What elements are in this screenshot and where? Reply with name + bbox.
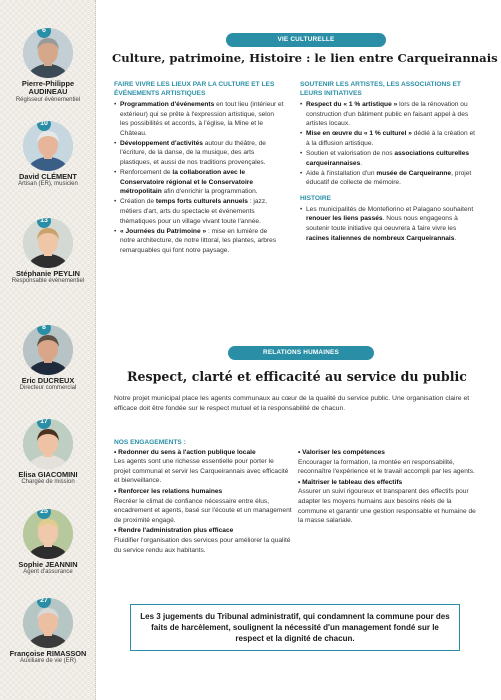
commitment-item	[298, 478, 480, 526]
commitments-heading: NOS ENGAGEMENTS :	[114, 439, 186, 446]
commitment-title: • Renforcer les relations humaines	[114, 487, 223, 495]
candidate-role: Auxiliaire de vie (ER)	[19, 658, 77, 665]
candidate-card	[0, 598, 96, 665]
candidates-sidebar	[0, 0, 96, 700]
candidate-role: Régisseur évènementiel	[15, 96, 81, 103]
culture-right-heading: SOUTENIR LES ARTISTES, LES ASSOCIATIONS ET LEURS INITIATIVES	[300, 81, 461, 97]
culture-list-item: • Soutien et valorisation de nos associations culturelles carqueirannaises.	[300, 149, 478, 168]
candidate-photo	[23, 218, 73, 268]
culture-right-column	[300, 80, 478, 244]
candidate-card	[0, 28, 96, 104]
culture-left-heading: FAIRE VIVRE LES LIEUX PAR LA CULTURE ET LES ÉVÉNEMENTS ARTISTIQUES	[114, 81, 275, 97]
candidate-photo	[23, 598, 73, 648]
culture-list-item: • Programmation d'événements en tout lieu (intérieur et extérieur) qui se prête à l'expression artistique, selon les possibilités et accords, à l'église, la Mine et le Château.	[114, 100, 284, 138]
commitment-text: Recréer le climat de confiance nécessaire entre élus, encadrement et agents, basé sur l'écoute et un management de proximité engagé.	[114, 497, 292, 524]
candidate-name: Françoise RIMASSON	[9, 649, 87, 658]
candidate-card	[0, 419, 96, 486]
commitment-text: Les agents sont une richesse essentielle pour porter le projet communal et servir les Carqueirannais avec efficacité et bienveillance.	[114, 458, 289, 485]
section-tag-culture: VIE CULTURELLE	[226, 33, 386, 47]
candidate-photo	[23, 28, 73, 78]
list-number-badge: 17	[37, 419, 51, 429]
commitment-title: • Valoriser les compétences	[298, 449, 385, 456]
list-number-badge: 25	[37, 509, 51, 519]
rh-title: Respect, clarté et efficacité au service du public	[127, 369, 467, 384]
culture-list-item: • Développement d'activités autour du théâtre, de l'écriture, de la danse, de la musique, des arts plastiques, et aussi de nos traditions provençales.	[114, 139, 284, 168]
commitment-item	[114, 487, 292, 525]
culture-list-item: • Aide à l'installation d'un musée de Carqueiranne, projet éducatif de collecte de mémoire.	[300, 169, 478, 188]
candidate-role: Directeur commercial	[19, 385, 77, 392]
candidate-role: Artisan (ER), musicien	[18, 181, 78, 188]
candidate-name: David CLÉMENT	[19, 172, 77, 181]
list-number-badge: 10	[37, 121, 51, 131]
history-item: • Les municipalités de Montefiorino et Palagano souhaitent renouer les liens passés. Nous nous engageons à soutenir toute initiative qui oeuvrera à faire vivre les racines italiennes de nombreux Carqueirannais.	[300, 205, 478, 243]
list-number-badge: 8	[37, 325, 51, 335]
candidate-name: Stéphanie PEYLIN	[15, 269, 81, 278]
culture-title: Culture, patrimoine, Histoire : le lien entre Carqueirannais	[112, 51, 498, 65]
commitment-text: Fluidifier l'organisation des services pour améliorer la qualité du service rendu aux habitants.	[114, 536, 291, 554]
tribunal-highlight-box: Les 3 jugements du Tribunal administratif, qui condamnent la commune pour des faits de harcèlement, soulignent la nécessité d'un management fondé sur le respect et la dignité de chacun.	[130, 604, 460, 651]
candidate-card	[0, 121, 96, 188]
commitment-item	[114, 448, 292, 486]
commitment-title: • Maîtriser le tableau des effectifs	[298, 478, 403, 486]
rh-right-column	[298, 448, 480, 527]
candidate-photo	[23, 121, 73, 171]
culture-list-item: • Création de temps forts culturels annuels : jazz, métiers d'art, arts du spectacle et événements thématiques pour un village vivant toute l'année.	[114, 197, 284, 226]
candidate-role: Responsable évènementiel	[11, 278, 85, 285]
commitment-text: Assurer un suivi rigoureux et transparent des effectifs pour adapter les moyens humains aux besoins réels de la commune et garantir une gestion responsable et humaine de la masse salariale.	[298, 488, 476, 525]
candidate-photo	[23, 509, 73, 559]
culture-list-item: • « Journées du Patrimoine » : mise en lumière de notre architecture, de notre littoral, les plantes, arbres remarquables qui font notre paysage.	[114, 227, 284, 256]
rh-intro: Notre projet municipal place les agents communaux au cœur de la qualité du service public. Une organisation claire et efficace doit être fondée sur le respect mutuel et la responsabilité de chacun.	[114, 395, 470, 412]
list-number-badge: 13	[37, 218, 51, 228]
commitment-title: • Rendre l'administration plus efficace	[114, 527, 234, 535]
candidate-photo	[23, 419, 73, 469]
candidate-card	[0, 325, 96, 392]
candidate-name: Elisa GIACOMINI	[18, 470, 78, 479]
commitment-item	[114, 526, 292, 555]
culture-left-column	[114, 80, 284, 256]
list-number-badge: 6	[37, 28, 51, 38]
candidate-role: Agent d'assurance	[23, 569, 73, 576]
candidate-role: Chargée de mission	[21, 479, 75, 486]
candidate-name: Sophie JEANNIN	[18, 560, 78, 569]
commitment-item	[298, 448, 480, 477]
candidate-photo	[23, 325, 73, 375]
culture-list-item: • Renforcement de la collaboration avec le Conservatoire régional et le Conservatoire métropolitain afin d'enrichir la programmation.	[114, 168, 284, 197]
culture-list-item: • Respect du « 1 % artistique » lors de la rénovation ou construction d'un bâtiment public en faisant appel à des artistes locaux.	[300, 100, 478, 129]
commitment-text: Encourager la formation, la montée en responsabilité, reconnaître l'expérience et le travail accompli par les agents.	[298, 458, 475, 476]
candidate-card	[0, 509, 96, 576]
history-heading: HISTOIRE	[300, 194, 332, 202]
section-tag-rh: RELATIONS HUMAINES	[228, 346, 374, 360]
candidate-card	[0, 218, 96, 285]
culture-list-item: • Mise en œuvre du « 1 % culturel » dédié à la création et à la diffusion artistique.	[300, 129, 478, 148]
rh-left-column	[114, 438, 292, 556]
candidate-name: Pierre-Philippe AUDINEAU	[21, 79, 75, 97]
list-number-badge: 27	[37, 598, 51, 608]
commitment-title: • Redonner du sens à l'action publique locale	[114, 448, 256, 456]
candidate-name: Eric DUCREUX	[21, 376, 75, 385]
